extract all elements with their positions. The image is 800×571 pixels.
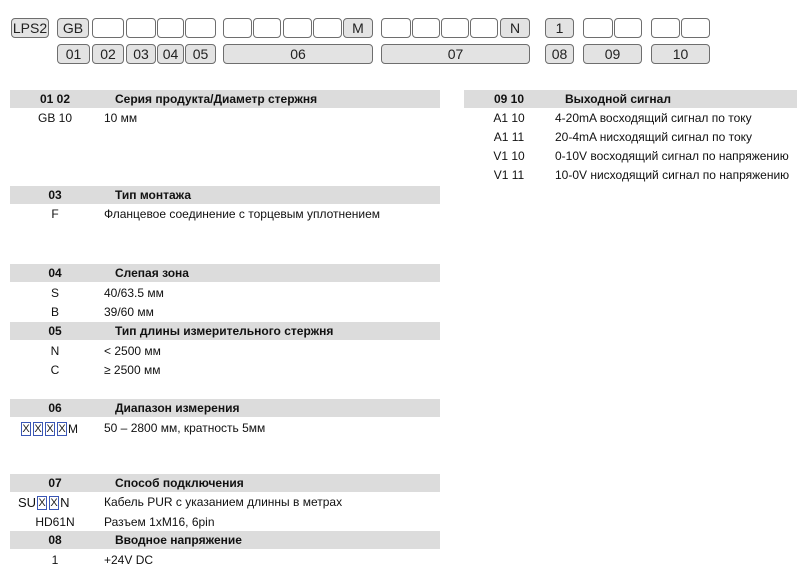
option-code: V1 11 bbox=[493, 168, 525, 182]
section-code: 08 bbox=[48, 533, 62, 547]
section-code: 03 bbox=[48, 188, 62, 202]
option-description: +24V DC bbox=[104, 553, 154, 567]
option-code: B bbox=[50, 305, 59, 319]
placeholder-digit-box: X bbox=[58, 422, 66, 435]
code-box-empty bbox=[92, 18, 124, 38]
position-label-04: 04 bbox=[157, 44, 184, 64]
section-header bbox=[464, 90, 797, 108]
option-code: F bbox=[51, 207, 59, 221]
position-label-01: 01 bbox=[57, 44, 90, 64]
option-description: Кабель PUR с указанием длинны в метрах bbox=[104, 495, 343, 509]
position-label-07: 07 bbox=[381, 44, 530, 64]
code-box-m: M bbox=[343, 18, 373, 38]
position-label-02: 02 bbox=[92, 44, 124, 64]
section-title: Серия продукта/Диаметр стержня bbox=[115, 92, 318, 106]
code-box-empty bbox=[253, 18, 281, 38]
option-code-prefix: SU bbox=[18, 494, 37, 510]
section-header bbox=[10, 399, 440, 417]
option-description: 40/63.5 мм bbox=[104, 286, 164, 300]
position-label-06: 06 bbox=[223, 44, 373, 64]
section-header bbox=[10, 474, 440, 492]
section-code: 04 bbox=[48, 266, 62, 280]
position-label-08: 08 bbox=[545, 44, 574, 64]
code-box-empty bbox=[651, 18, 680, 38]
option-description: ≥ 2500 мм bbox=[104, 363, 161, 377]
section-title: Вводное напряжение bbox=[115, 533, 242, 547]
section-title: Диапазон измерения bbox=[115, 401, 240, 415]
option-description: Разъем 1xM16, 6pin bbox=[104, 515, 215, 529]
code-box-empty bbox=[381, 18, 411, 38]
section-header bbox=[10, 322, 440, 340]
option-description: 20-4mA нисходящий сигнал по току bbox=[555, 130, 753, 144]
code-box-1: 1 bbox=[545, 18, 574, 38]
section-title: Выходной сигнал bbox=[565, 92, 671, 106]
option-description: Фланцевое соединение с торцевым уплотнением bbox=[104, 207, 381, 221]
option-code: V1 10 bbox=[493, 149, 525, 163]
code-box-empty bbox=[583, 18, 613, 38]
code-box-empty bbox=[412, 18, 440, 38]
option-code: A1 11 bbox=[493, 130, 525, 144]
section-code: 06 bbox=[48, 401, 62, 415]
section-code: 05 bbox=[48, 324, 62, 338]
option-code: C bbox=[50, 363, 60, 377]
code-box-empty bbox=[126, 18, 156, 38]
placeholder-digit-box: X bbox=[50, 496, 58, 509]
code-box-gb: GB bbox=[57, 18, 89, 38]
section-title: Слепая зона bbox=[115, 266, 189, 280]
section-header bbox=[10, 90, 440, 108]
code-box-empty bbox=[283, 18, 312, 38]
option-code: HD61N bbox=[35, 515, 75, 529]
option-description: 0-10V восходящий сигнал по напряжению bbox=[555, 149, 789, 163]
code-box-empty bbox=[681, 18, 710, 38]
code-box-empty bbox=[614, 18, 642, 38]
code-box-empty bbox=[441, 18, 469, 38]
position-label-09: 09 bbox=[583, 44, 642, 64]
code-box-empty bbox=[313, 18, 342, 38]
option-code: S bbox=[50, 286, 59, 300]
section-header bbox=[10, 264, 440, 282]
option-code-pattern bbox=[18, 493, 100, 512]
option-description: 4-20mA восходящий сигнал по току bbox=[555, 111, 752, 125]
option-code: N bbox=[50, 344, 60, 358]
code-box-lps2: LPS2 bbox=[12, 20, 48, 36]
section-code: 09 10 bbox=[493, 92, 525, 106]
section-header bbox=[10, 186, 440, 204]
position-label-10: 10 bbox=[651, 44, 710, 64]
option-code-suffix: M bbox=[68, 421, 78, 436]
option-description: 39/60 мм bbox=[104, 305, 154, 319]
option-description: < 2500 мм bbox=[104, 344, 161, 358]
placeholder-digit-box: X bbox=[34, 422, 42, 435]
section-title: Способ подключения bbox=[115, 476, 244, 490]
option-code-pattern bbox=[20, 419, 100, 438]
section-title: Тип монтажа bbox=[115, 188, 192, 202]
section-code: 01 02 bbox=[39, 92, 71, 106]
code-box-empty bbox=[185, 18, 216, 38]
section-header bbox=[10, 531, 440, 549]
placeholder-digit-box: X bbox=[46, 422, 54, 435]
option-code-suffix: N bbox=[60, 494, 70, 510]
option-description: 10 мм bbox=[104, 111, 138, 125]
placeholder-digit-box: X bbox=[38, 496, 46, 509]
placeholder-digit-box: X bbox=[22, 422, 30, 435]
code-box-n: N bbox=[500, 18, 530, 38]
option-code: GB 10 bbox=[37, 111, 73, 125]
position-label-05: 05 bbox=[185, 44, 216, 64]
code-box-empty bbox=[470, 18, 498, 38]
option-description: 10-0V нисходящий сигнал по напряжению bbox=[555, 168, 790, 182]
option-description: 50 – 2800 мм, кратность 5мм bbox=[104, 421, 266, 435]
section-title: Тип длины измерительного стержня bbox=[115, 324, 334, 338]
option-code: 1 bbox=[51, 553, 59, 567]
code-box-empty bbox=[223, 18, 252, 38]
code-box-empty bbox=[157, 18, 184, 38]
section-code: 07 bbox=[48, 476, 62, 490]
option-code: A1 10 bbox=[493, 111, 525, 125]
position-label-03: 03 bbox=[126, 44, 156, 64]
